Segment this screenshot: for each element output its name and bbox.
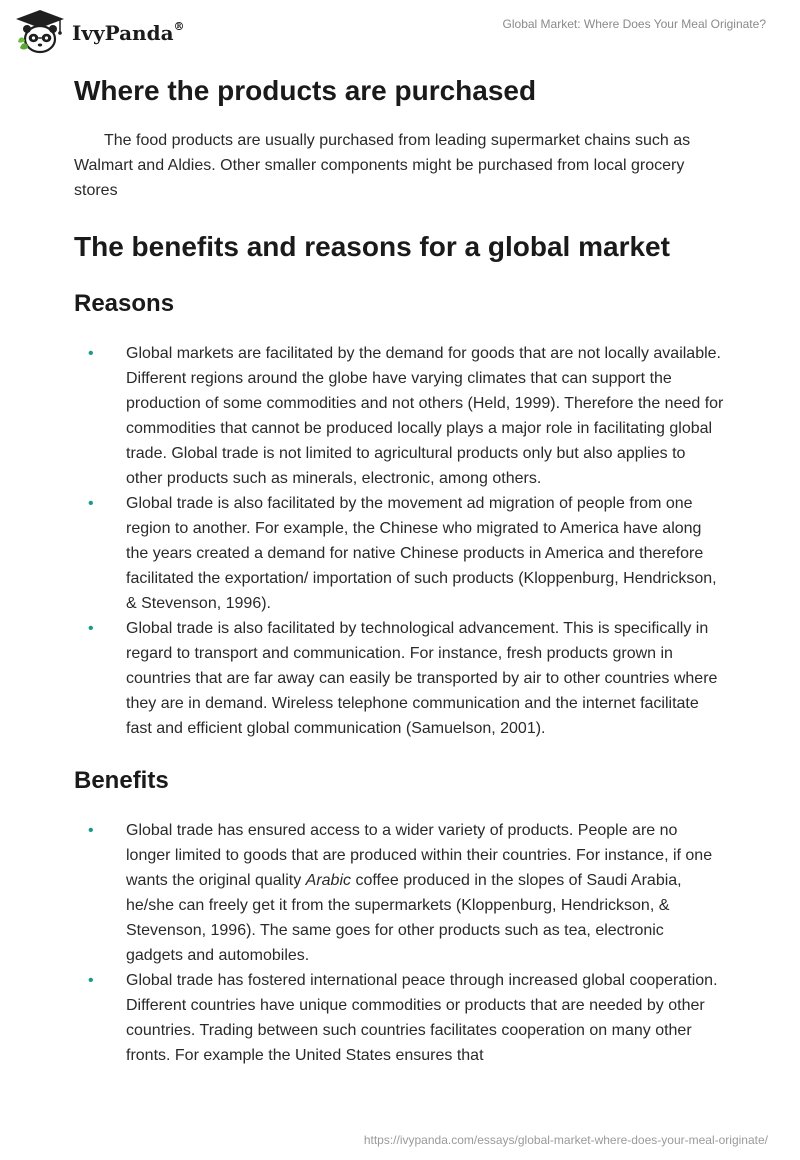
page-header [0,0,800,62]
emphasis-arabic: Arabic [305,872,352,889]
list-item [74,968,724,1068]
heading-where-purchased: Where the products are purchased [74,75,537,106]
heading-reasons: Reasons [74,290,175,317]
bullet-icon: • [88,495,94,512]
document-title: Global Market: Where Does Your Meal Originate? [502,17,766,31]
heading-benefits: Benefits [74,767,169,794]
bullet-icon: • [88,620,94,637]
article-body [74,73,724,1068]
list-item-text: Global markets are facilitated by the demand for goods that are not locally available. Different regions around the globe have varying climates that can support the production of some commodities and not others (Held, 1999). Therefore the need for commodities that cannot be produced locally plays a major role in facilitating global trade. Global trade is not limited to agricultural products only but also applies to other products such as minerals, electronic, among others. [126,345,724,487]
list-item-text: Global trade is also facilitated by technological advancement. This is specifically in regard to transport and communication. For instance, fresh products grown in countries that are far away can easily be transported by air to other countries where they are in demand. Wireless telephone communication and the internet facilitate fast and efficient global communication (Samuelson, 2001). [126,620,718,737]
source-url-link[interactable]: https://ivypanda.com/essays/global-market-where-does-your-meal-originate/ [363,1133,768,1147]
list-item [74,818,724,968]
brand-name: IvyPanda® [72,20,185,45]
list-item [74,616,724,741]
bullet-icon: • [88,345,94,362]
reasons-list [74,341,724,741]
list-item-text: Global trade has fostered international peace through increased global cooperation. Different countries have unique commodities or products that are needed by other countries. Trading between such countries facilitates cooperation on many other fronts. For example the United States ensures that [126,972,718,1064]
list-item-text: Global trade is also facilitated by the movement ad migration of people from one region to another. For example, the Chinese who migrated to America have along the years created a demand for native Chinese products in America and therefore facilitated the exportation/ importation of such products (Kloppenburg, Hendrickson, & Stevenson, 1996). [126,495,717,612]
heading-benefits-reasons: The benefits and reasons for a global market [74,231,670,262]
panda-graduate-icon [14,8,66,56]
list-item [74,341,724,491]
bullet-icon: • [88,972,94,989]
list-item [74,491,724,616]
benefits-list [74,818,724,1068]
list-item-text: Global trade has ensured access to a wider variety of products. People are no longer limited to goods that are produced within their countries. For instance, if one wants the original quality Arabic coffee produced in the slopes of Saudi Arabia, he/she can freely get it from the supermarkets (Kloppenburg, Hendrickson, & Stevenson, 1996). The same goes for other products such as tea, electronic gadgets and automobiles. [126,822,713,964]
bullet-icon: • [88,822,94,839]
paragraph-purchased: The food products are usually purchased from leading supermarket chains such as Walmart and Aldies. Other smaller components might be purchased from local grocery stores [74,132,691,199]
brand-logo[interactable] [14,8,185,56]
